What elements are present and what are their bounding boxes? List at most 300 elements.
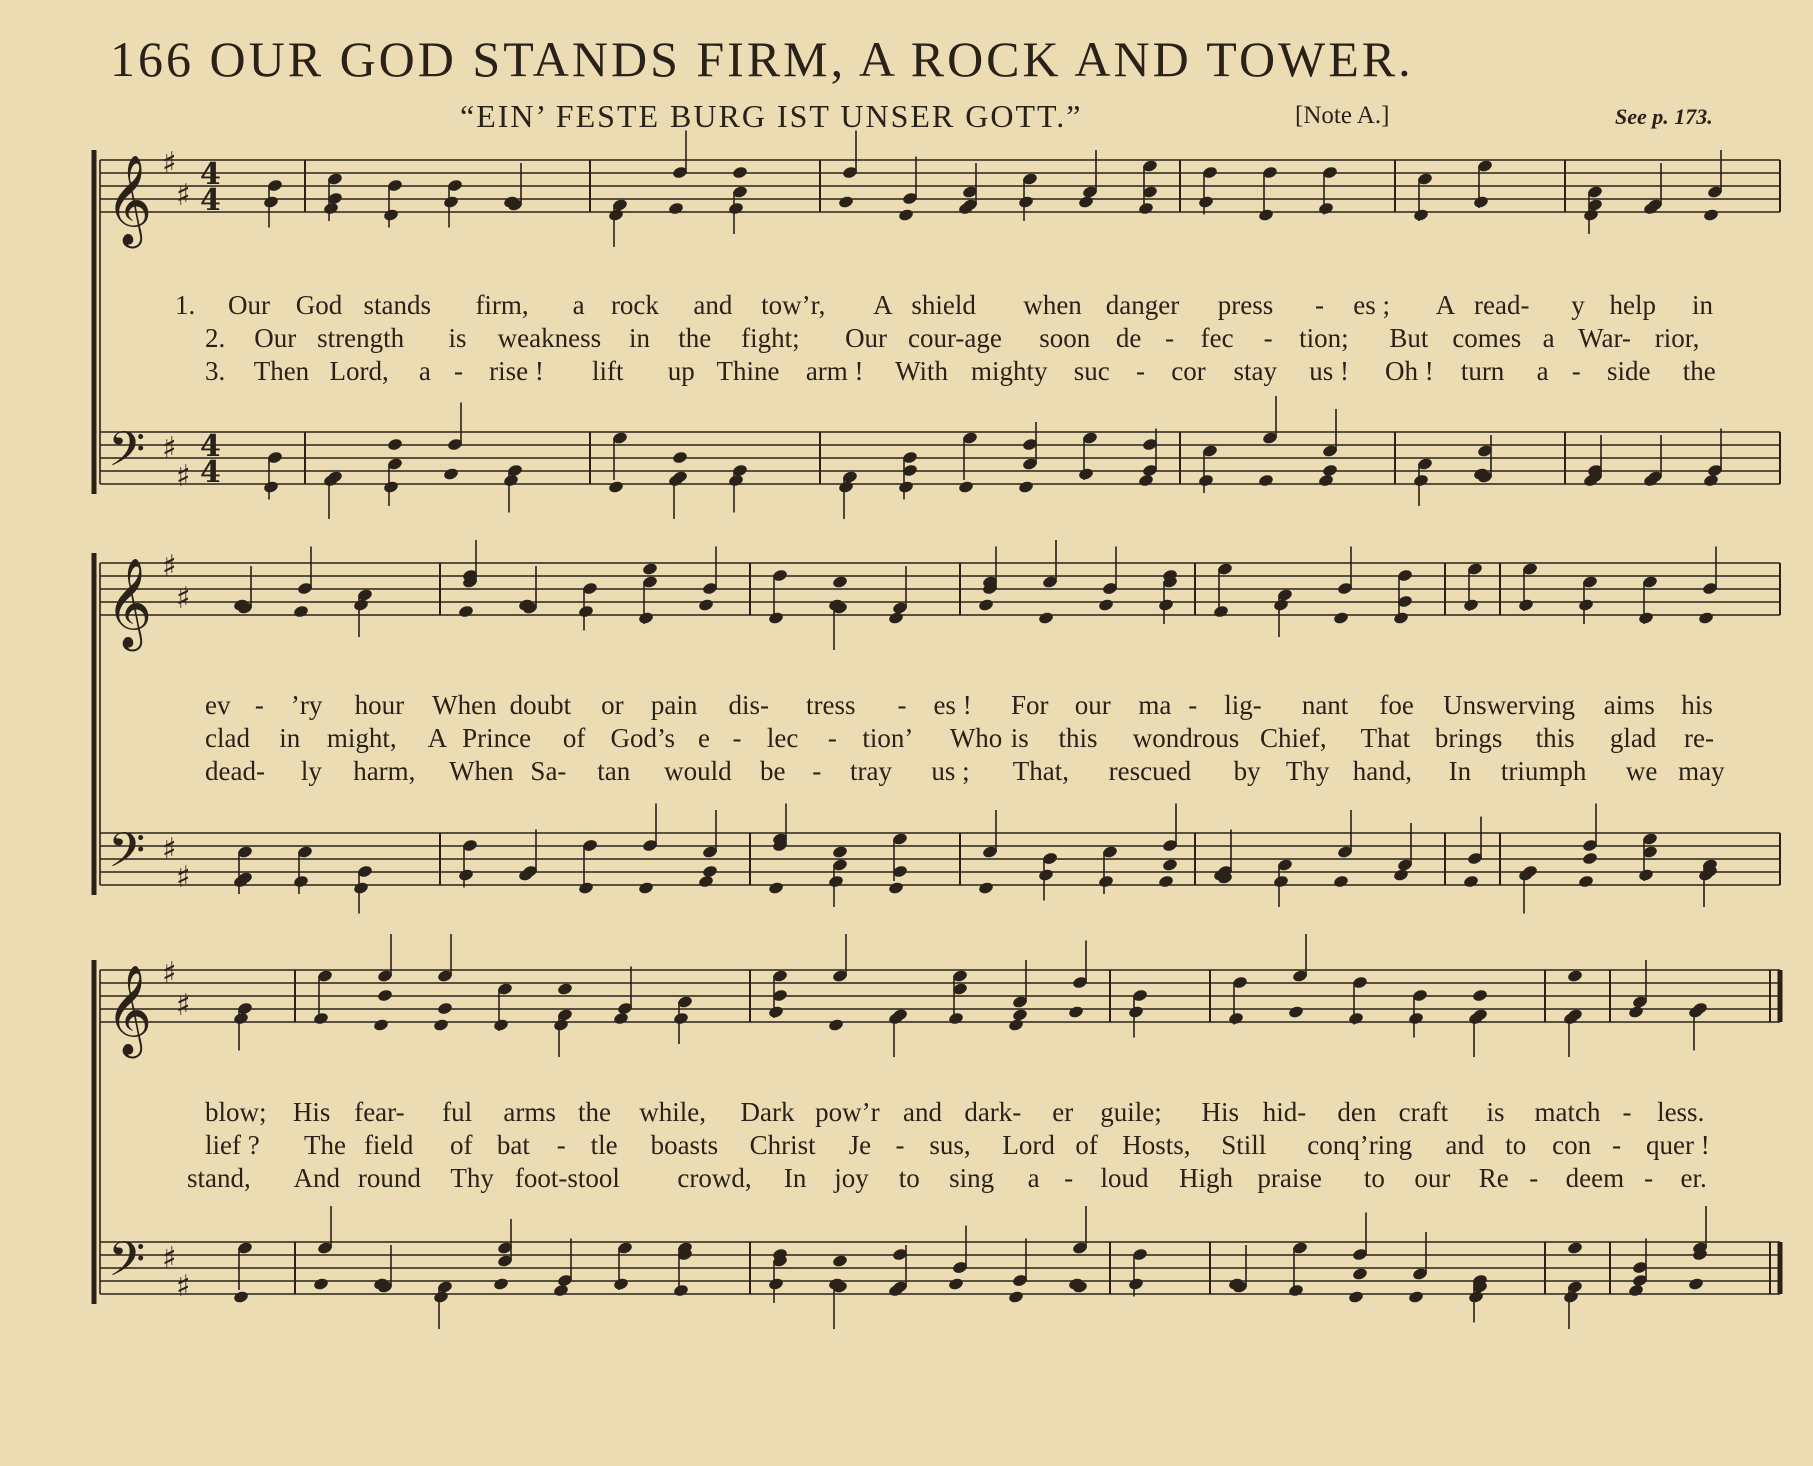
lyric-word: High bbox=[1178, 1163, 1233, 1193]
lyric-word: con bbox=[1552, 1130, 1592, 1160]
note-head bbox=[323, 201, 340, 215]
lyric-word: 2. bbox=[205, 323, 226, 353]
lyric-word: tress bbox=[806, 690, 856, 720]
note-head bbox=[387, 437, 404, 451]
note-head bbox=[433, 1290, 450, 1304]
lyric-word: When bbox=[449, 756, 514, 786]
lyric-word: wondrous bbox=[1132, 723, 1240, 753]
note-head bbox=[1578, 598, 1595, 612]
lyric-word: boasts bbox=[650, 1130, 719, 1160]
lyric-word: and bbox=[693, 290, 733, 320]
lyric-word: The bbox=[304, 1130, 346, 1160]
note-head bbox=[898, 208, 915, 222]
note-head bbox=[233, 1011, 250, 1025]
lyric-word: match bbox=[1534, 1097, 1601, 1127]
lyric-word: His bbox=[292, 1097, 331, 1127]
lyric-word: a bbox=[572, 290, 585, 320]
lyric-word: fear- bbox=[354, 1097, 405, 1127]
lyric-word: lec bbox=[766, 723, 799, 753]
note-head bbox=[1078, 467, 1095, 481]
lyric-word: Lord, bbox=[329, 356, 389, 386]
lyric-word: hid- bbox=[1262, 1097, 1307, 1127]
lyric-word: aims bbox=[1603, 690, 1655, 720]
lyric-word: lief ? bbox=[205, 1130, 260, 1160]
note-head bbox=[768, 1005, 785, 1019]
lyric-word: fec bbox=[1200, 323, 1234, 353]
note-head bbox=[383, 480, 400, 494]
note-head bbox=[1018, 195, 1035, 209]
lyric-word: Thy bbox=[450, 1163, 494, 1193]
lyric-word: or bbox=[601, 690, 624, 720]
lyric-word: would bbox=[664, 756, 732, 786]
bass-clef-icon: 𝄢 bbox=[108, 1231, 146, 1299]
lyric-word: stay bbox=[1233, 356, 1277, 386]
lyric-word: is bbox=[448, 323, 467, 353]
lyric-word: craft bbox=[1398, 1097, 1449, 1127]
lyric-word: - bbox=[1263, 323, 1273, 353]
note-head bbox=[1318, 201, 1335, 215]
lyric-word: - bbox=[1571, 356, 1581, 386]
lyric-word: the bbox=[578, 1097, 611, 1127]
note-head bbox=[1008, 1018, 1025, 1032]
lyric-word: His bbox=[1201, 1097, 1239, 1127]
sharp-icon: ♯ bbox=[176, 581, 191, 616]
note-head bbox=[1128, 1005, 1145, 1019]
lyric-word: tle bbox=[590, 1130, 618, 1160]
note-head bbox=[888, 881, 905, 895]
note-head bbox=[557, 982, 574, 996]
treble-clef-icon: 𝄞 bbox=[106, 965, 153, 1055]
note-head bbox=[1413, 473, 1430, 487]
lyric-word: Dark bbox=[740, 1097, 795, 1127]
lyric-word: danger bbox=[1105, 290, 1180, 320]
lyric-word: field bbox=[363, 1130, 414, 1160]
lyric-word: Who bbox=[949, 723, 1003, 753]
lyric-word: Our bbox=[254, 323, 297, 353]
lyric-word: harm, bbox=[353, 756, 416, 786]
note-head bbox=[1468, 1290, 1485, 1304]
note-head bbox=[1703, 473, 1720, 487]
hymn-subtitle: “EIN’ FESTE BURG IST UNSER GOTT.” bbox=[460, 98, 1083, 134]
lyric-word: is bbox=[1486, 1097, 1505, 1127]
lyric-word: Christ bbox=[749, 1130, 816, 1160]
lyric-word: crowd, bbox=[677, 1163, 752, 1193]
note-head bbox=[613, 1277, 630, 1291]
lyric-word: 3. bbox=[205, 356, 226, 386]
lyric-word: quer ! bbox=[1645, 1130, 1710, 1160]
lyric-word: es ; bbox=[1353, 290, 1390, 320]
note-head bbox=[493, 1018, 510, 1032]
lyric-word: soon bbox=[1039, 323, 1091, 353]
lyric-word: - bbox=[1622, 1097, 1632, 1127]
note-head bbox=[1288, 1005, 1305, 1019]
note-head bbox=[888, 611, 905, 625]
lyric-word: to bbox=[898, 1163, 920, 1193]
lyric-word: - bbox=[1612, 1130, 1622, 1160]
lyric-word: triumph bbox=[1500, 756, 1587, 786]
sharp-icon: ♯ bbox=[176, 178, 191, 213]
lyric-word: That, bbox=[1012, 756, 1069, 786]
note-head bbox=[313, 1011, 330, 1025]
note-head bbox=[1258, 208, 1275, 222]
note-head bbox=[1273, 598, 1290, 612]
note-head bbox=[1098, 874, 1115, 888]
lyric-word: rescued bbox=[1108, 756, 1192, 786]
sharp-icon: ♯ bbox=[176, 988, 191, 1023]
note-head bbox=[838, 195, 855, 209]
note-head bbox=[1158, 874, 1175, 888]
lyric-word: is bbox=[1010, 723, 1029, 753]
lyric-word: And bbox=[293, 1163, 340, 1193]
lyric-word: ful bbox=[442, 1097, 473, 1127]
note-head bbox=[702, 864, 719, 878]
lyric-word: - bbox=[732, 723, 742, 753]
lyric-word: In bbox=[783, 1163, 807, 1193]
note-head bbox=[377, 988, 394, 1002]
lyric-word: a bbox=[418, 356, 431, 386]
note-head bbox=[1703, 208, 1720, 222]
lyric-word: God bbox=[295, 290, 343, 320]
lyric-word: stand, bbox=[187, 1163, 251, 1193]
lyric-word: cor bbox=[1171, 356, 1206, 386]
lyric-word: In bbox=[1448, 756, 1472, 786]
note-head bbox=[1138, 473, 1155, 487]
lyric-word: dead- bbox=[205, 756, 265, 786]
note-head bbox=[1698, 611, 1715, 625]
sharp-icon: ♯ bbox=[176, 459, 191, 494]
time-signature-numerator: 4 bbox=[200, 157, 221, 192]
lyric-word: while, bbox=[639, 1097, 707, 1127]
note-head bbox=[1322, 463, 1339, 477]
treble-clef-icon: 𝄞 bbox=[106, 155, 153, 245]
lyric-word: dark- bbox=[964, 1097, 1022, 1127]
sharp-icon: ♯ bbox=[162, 431, 177, 466]
lyric-word: may bbox=[1678, 756, 1725, 786]
note-head bbox=[443, 467, 460, 481]
lyric-word: comes bbox=[1452, 323, 1522, 353]
lyric-word: stands bbox=[363, 290, 432, 320]
lyric-word: tion; bbox=[1299, 323, 1349, 353]
bass-clef-icon: 𝄢 bbox=[108, 421, 146, 489]
note-head bbox=[1273, 874, 1290, 888]
note-head bbox=[668, 201, 685, 215]
lyric-word: might, bbox=[326, 723, 397, 753]
note-head bbox=[1473, 195, 1490, 209]
lyric-word: er. bbox=[1680, 1163, 1707, 1193]
note-head bbox=[1393, 611, 1410, 625]
note-head bbox=[732, 165, 749, 179]
note-head bbox=[553, 1283, 570, 1297]
lyric-word: de bbox=[1115, 323, 1142, 353]
note-head bbox=[383, 208, 400, 222]
note-head bbox=[1413, 208, 1430, 222]
note-head bbox=[768, 611, 785, 625]
lyric-word: y bbox=[1571, 290, 1585, 320]
lyric-word: A bbox=[873, 290, 893, 320]
note-head bbox=[493, 1277, 510, 1291]
lyric-word: clad bbox=[205, 723, 250, 753]
note-head bbox=[1563, 1290, 1580, 1304]
lyric-word: foot-stool bbox=[514, 1163, 620, 1193]
lyric-word: mighty bbox=[970, 356, 1048, 386]
lyric-word: firm, bbox=[475, 290, 529, 320]
lyric-word: - bbox=[1644, 1163, 1654, 1193]
lyric-word: Prince bbox=[462, 723, 532, 753]
note-head bbox=[958, 480, 975, 494]
lyric-word: A bbox=[427, 723, 448, 753]
lyric-word: Our bbox=[845, 323, 888, 353]
lyric-word: of bbox=[449, 1130, 473, 1160]
lyric-word: - bbox=[812, 756, 822, 786]
note-head bbox=[978, 881, 995, 895]
time-signature-numerator: 4 bbox=[200, 429, 221, 464]
note-head bbox=[1352, 1267, 1369, 1281]
note-head bbox=[1098, 598, 1115, 612]
lyric-word: press bbox=[1217, 290, 1274, 320]
lyric-word: War- bbox=[1578, 323, 1631, 353]
note-head bbox=[838, 480, 855, 494]
note-head bbox=[1228, 1011, 1245, 1025]
note-head bbox=[1333, 611, 1350, 625]
note-head bbox=[1567, 969, 1584, 983]
lyric-word: e bbox=[698, 723, 710, 753]
note-head bbox=[672, 450, 689, 464]
note-head bbox=[948, 1011, 965, 1025]
note-head bbox=[832, 575, 849, 589]
lyric-word: shield bbox=[911, 290, 976, 320]
note-head bbox=[1408, 1011, 1425, 1025]
lyric-word: - bbox=[453, 356, 463, 386]
note-head bbox=[768, 881, 785, 895]
lyric-word: Je bbox=[848, 1130, 872, 1160]
note-head bbox=[293, 604, 310, 618]
note-head bbox=[1068, 1005, 1085, 1019]
note-head bbox=[1138, 201, 1155, 215]
note-head bbox=[728, 473, 745, 487]
note-head bbox=[1463, 874, 1480, 888]
note-head bbox=[673, 1011, 690, 1025]
lyric-word: weakness bbox=[497, 323, 602, 353]
lyric-word: in bbox=[628, 323, 650, 353]
lyric-word: sus, bbox=[929, 1130, 971, 1160]
lyric-word: a bbox=[1542, 323, 1555, 353]
note-head bbox=[768, 1277, 785, 1291]
lyric-word: Our bbox=[228, 290, 271, 320]
lyric-word: the bbox=[678, 323, 712, 353]
lyric-word: arms bbox=[503, 1097, 556, 1127]
lyric-word: read- bbox=[1474, 290, 1530, 320]
hymn-title: OUR GOD STANDS FIRM, A ROCK AND TOWER. bbox=[209, 31, 1414, 87]
lyric-word: A bbox=[1435, 290, 1456, 320]
lyric-word: - bbox=[895, 1130, 905, 1160]
lyric-word: pain bbox=[650, 690, 698, 720]
note-head bbox=[1638, 611, 1655, 625]
note-head bbox=[553, 1018, 570, 1032]
note-head bbox=[1008, 1290, 1025, 1304]
lyric-word: - bbox=[1188, 690, 1198, 720]
lyric-word: Sa- bbox=[530, 756, 567, 786]
sharp-icon: ♯ bbox=[176, 860, 191, 895]
note-head bbox=[1463, 598, 1480, 612]
note-head bbox=[1628, 1005, 1645, 1019]
note-head bbox=[578, 604, 595, 618]
note-head bbox=[1038, 611, 1055, 625]
note-head bbox=[353, 881, 370, 895]
hymn-number: 166 bbox=[110, 31, 194, 87]
sharp-icon: ♯ bbox=[162, 832, 177, 867]
bass-clef-icon: 𝄢 bbox=[108, 822, 146, 890]
note-head bbox=[1318, 473, 1335, 487]
lyric-word: loud bbox=[1100, 1163, 1149, 1193]
lyric-word: our bbox=[1074, 690, 1111, 720]
note-head bbox=[1348, 1011, 1365, 1025]
lyric-word: conq’ring bbox=[1307, 1130, 1413, 1160]
lyric-word: Then bbox=[253, 356, 310, 386]
lyric-word: in bbox=[1691, 290, 1713, 320]
lyric-word: But bbox=[1389, 323, 1429, 353]
lyric-word: God’s bbox=[610, 723, 676, 753]
note-head bbox=[293, 874, 310, 888]
lyric-word: - bbox=[1136, 356, 1146, 386]
note-head bbox=[832, 1254, 849, 1268]
lyric-word: Thy bbox=[1285, 756, 1330, 786]
lyric-word: er bbox=[1052, 1097, 1074, 1127]
note-head bbox=[1213, 604, 1230, 618]
lyric-word: foe bbox=[1379, 690, 1414, 720]
lyric-word: ma bbox=[1138, 690, 1172, 720]
note-head bbox=[898, 480, 915, 494]
lyric-word: - bbox=[1314, 290, 1324, 320]
note-head bbox=[698, 874, 715, 888]
note-head bbox=[373, 1018, 390, 1032]
lyric-word: Lord bbox=[1002, 1130, 1055, 1160]
lyric-word: turn bbox=[1460, 356, 1505, 386]
lyric-word: 1. bbox=[175, 290, 196, 320]
lyric-word: hand, bbox=[1352, 756, 1412, 786]
lyric-word: tion’ bbox=[862, 723, 914, 753]
lyric-word: the bbox=[1682, 356, 1716, 386]
note-head bbox=[437, 1001, 454, 1015]
note-head bbox=[263, 195, 280, 209]
note-head bbox=[1567, 1241, 1584, 1255]
note-head bbox=[1582, 851, 1599, 865]
lyric-word: Oh ! bbox=[1385, 356, 1434, 386]
lyric-word: brings bbox=[1434, 723, 1503, 753]
lyric-word: up bbox=[667, 356, 695, 386]
note-head bbox=[728, 201, 745, 215]
lyric-word: us ! bbox=[1309, 356, 1349, 386]
treble-clef-icon: 𝄞 bbox=[106, 558, 153, 648]
note-head bbox=[613, 1011, 630, 1025]
lyric-word: - bbox=[556, 1130, 566, 1160]
lyric-word: praise bbox=[1257, 1163, 1322, 1193]
note-head bbox=[1348, 1290, 1365, 1304]
lyric-word: blow; bbox=[205, 1097, 267, 1127]
lyric-word: our bbox=[1414, 1163, 1451, 1193]
lyric-word: in bbox=[279, 723, 301, 753]
lyric-word: rock bbox=[610, 290, 659, 320]
note-head bbox=[1688, 1277, 1705, 1291]
lyric-word: of bbox=[1075, 1130, 1098, 1160]
lyric-word: and bbox=[1445, 1130, 1485, 1160]
lyric-word: - bbox=[1064, 1163, 1074, 1193]
lyric-word: doubt bbox=[509, 690, 572, 720]
lyric-word: guile; bbox=[1100, 1097, 1162, 1127]
lyric-word: lig- bbox=[1224, 690, 1262, 720]
note-head bbox=[578, 881, 595, 895]
lyric-word: suc bbox=[1073, 356, 1110, 386]
lyric-word: glad bbox=[1609, 723, 1657, 753]
lyric-word: less. bbox=[1657, 1097, 1705, 1127]
lyric-word: a bbox=[1027, 1163, 1040, 1193]
note-head bbox=[978, 598, 995, 612]
note-head bbox=[1393, 868, 1410, 882]
note-head bbox=[832, 845, 849, 859]
lyric-word: - bbox=[1529, 1163, 1539, 1193]
lyric-word: lift bbox=[592, 356, 624, 386]
lyric-word: dis- bbox=[728, 690, 769, 720]
sharp-icon: ♯ bbox=[162, 549, 177, 584]
note-head bbox=[503, 473, 520, 487]
note-head bbox=[1162, 858, 1179, 872]
lyric-word: by bbox=[1233, 756, 1261, 786]
note-head bbox=[1288, 1283, 1305, 1297]
note-head bbox=[1018, 480, 1035, 494]
note-head bbox=[458, 868, 475, 882]
page-reference: See p. 173. bbox=[1615, 104, 1713, 129]
note-head bbox=[948, 1277, 965, 1291]
note-head bbox=[638, 611, 655, 625]
lyric-word: tray bbox=[850, 756, 893, 786]
lyric-word: rise ! bbox=[489, 356, 544, 386]
note-head bbox=[608, 208, 625, 222]
lyric-word: round bbox=[357, 1163, 421, 1193]
lyric-word: - bbox=[827, 723, 837, 753]
time-signature-denominator: 4 bbox=[200, 455, 221, 490]
note-head bbox=[263, 480, 280, 494]
lyric-word: den bbox=[1337, 1097, 1377, 1127]
lyric-word: arm ! bbox=[805, 356, 864, 386]
note-head bbox=[673, 1283, 690, 1297]
note-head bbox=[1038, 868, 1055, 882]
lyric-word: deem bbox=[1565, 1163, 1625, 1193]
note-head bbox=[638, 881, 655, 895]
lyric-word: With bbox=[895, 356, 949, 386]
note-head bbox=[1078, 195, 1095, 209]
note-head bbox=[1012, 1008, 1029, 1022]
note-head bbox=[828, 874, 845, 888]
lyric-word: his bbox=[1681, 690, 1713, 720]
note-head bbox=[1333, 874, 1350, 888]
note-head bbox=[458, 604, 475, 618]
lyric-word: this bbox=[1058, 723, 1098, 753]
lyric-word: of bbox=[562, 723, 586, 753]
time-signature-denominator: 4 bbox=[200, 183, 221, 218]
sharp-icon: ♯ bbox=[162, 1241, 177, 1276]
note-head bbox=[353, 598, 370, 612]
note-head bbox=[698, 598, 715, 612]
lyric-word: tow’r, bbox=[761, 290, 826, 320]
lyric-word: pow’r bbox=[815, 1097, 880, 1127]
note-head bbox=[1638, 868, 1655, 882]
lyric-word: Thine bbox=[716, 356, 780, 386]
lyric-word: ’ry bbox=[290, 690, 323, 720]
note-head bbox=[1578, 874, 1595, 888]
note-head bbox=[1472, 988, 1489, 1002]
note-head bbox=[233, 1290, 250, 1304]
lyric-word: ly bbox=[300, 756, 322, 786]
lyric-word: tan bbox=[597, 756, 631, 786]
